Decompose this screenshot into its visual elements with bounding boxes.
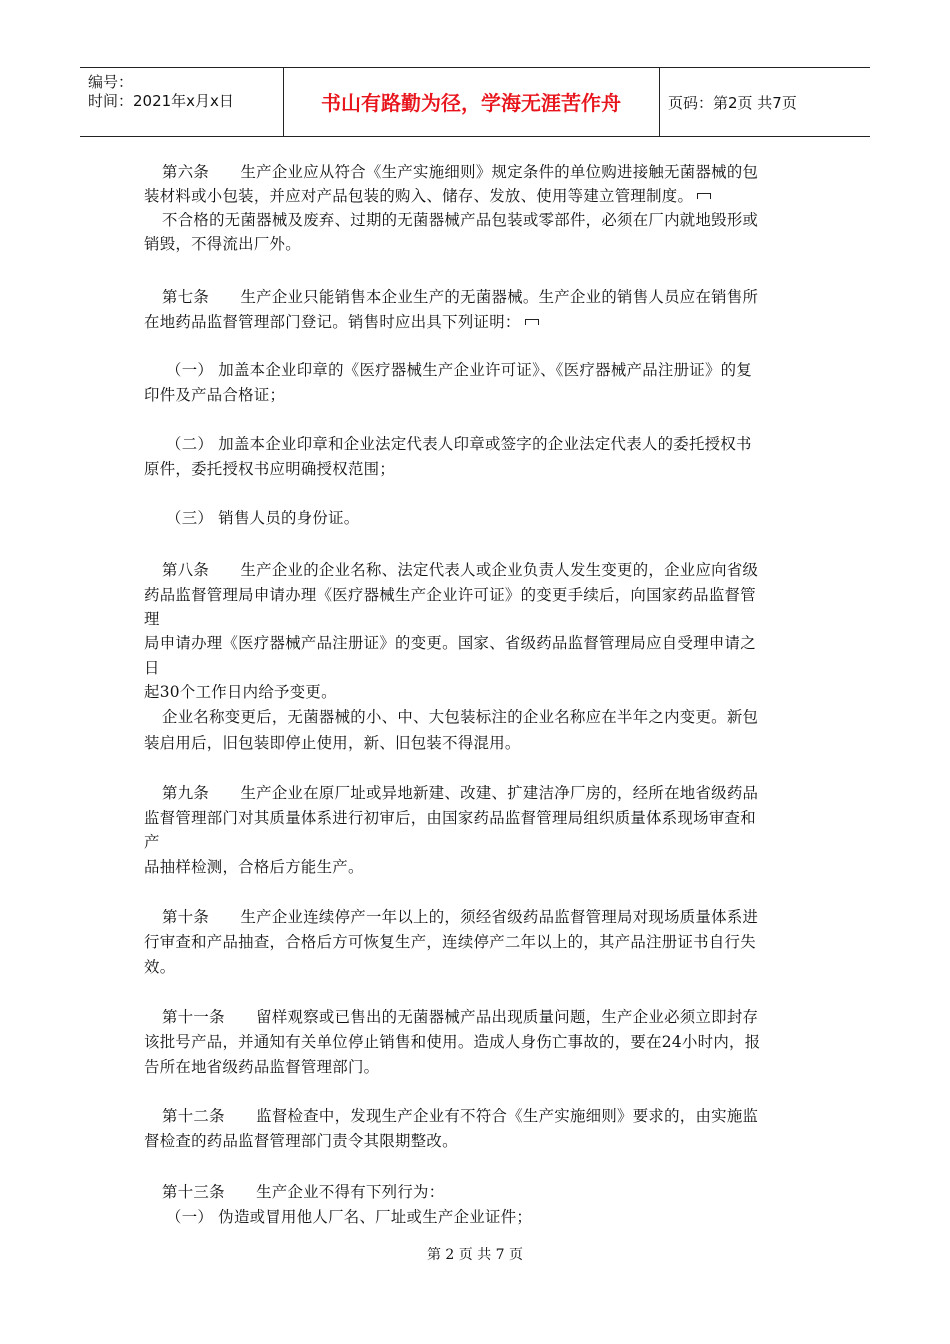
header-page-cell	[660, 68, 870, 136]
text-line: （一） 加盖本企业印章的《医疗器械生产企业许可证》、《医疗器械产品注册证》的复	[166, 361, 753, 379]
text-line: 理	[144, 610, 160, 628]
text-line: 第十一条 留样观察或已售出的无菌器械产品出现质量问题，生产企业必须立即封存	[162, 1008, 759, 1026]
text-line: 不合格的无菌器械及废弃、过期的无菌器械产品包装或零部件，必须在厂内就地毁形或	[162, 211, 759, 229]
text-line: 局申请办理《医疗器械产品注册证》的变更。国家、省级药品监督管理局应自受理申请之	[144, 634, 756, 652]
text-line: 日	[144, 659, 160, 677]
text-line: 第十二条 监督检查中，发现生产企业有不符合《生产实施细则》要求的，由实施监	[162, 1107, 759, 1125]
text-line: 第七条 生产企业只能销售本企业生产的无菌器械。生产企业的销售人员应在销售所	[162, 288, 759, 306]
document-number-label: 编号：	[88, 73, 134, 91]
text-line: 装启用后，旧包装即停止使用，新、旧包装不得混用。	[144, 734, 521, 752]
text-line: 行审查和产品抽查，合格后方可恢复生产，连续停产二年以上的，其产品注册证书自行失	[144, 933, 756, 951]
header-page-info: 页码：第2页 共7页	[668, 94, 797, 112]
text-line: 效。	[144, 958, 176, 976]
text-line: 第八条 生产企业的企业名称、法定代表人或企业负责人发生变更的，企业应向省级	[162, 561, 759, 579]
text-line: （三） 销售人员的身份证。	[166, 509, 360, 527]
text-line: 第十条 生产企业连续停产一年以上的，须经省级药品监督管理局对现场质量体系进	[162, 908, 759, 926]
page-footer: 第 2 页 共 7 页	[426, 1247, 524, 1263]
text-line: 督检查的药品监督管理部门责令其限期整改。	[144, 1132, 458, 1150]
header-motto: 书山有路勤为径，学海无涯苦作舟	[321, 91, 621, 115]
text-line: 该批号产品，并通知有关单位停止销售和使用。造成人身伤亡事故的，要在24小时内，报	[144, 1033, 761, 1051]
text-line: 监督管理部门对其质量体系进行初审后，由国家药品监督管理局组织质量体系现场审查和	[144, 809, 756, 827]
header-motto-cell	[283, 68, 660, 136]
text-line: 品抽样检测，合格后方能生产。	[144, 858, 364, 876]
text-line: 原件，委托授权书应明确授权范围；	[144, 460, 396, 478]
text-line: 告所在地省级药品监督管理部门。	[144, 1058, 380, 1076]
text-line: 装材料或小包装，并应对产品包装的购入、储存、发放、使用等建立管理制度。	[144, 186, 711, 206]
edit-mark	[525, 319, 539, 325]
text-line: 印件及产品合格证；	[144, 386, 286, 404]
header-meta-cell	[80, 68, 284, 136]
text-line: 第十三条 生产企业不得有下列行为：	[162, 1183, 445, 1201]
page-header	[80, 67, 870, 137]
text-line: 企业名称变更后，无菌器械的小、中、大包装标注的企业名称应在半年之内变更。新包	[162, 708, 759, 726]
text-line: （二） 加盖本企业印章和企业法定代表人印章或签字的企业法定代表人的委托授权书	[166, 435, 752, 453]
text-line: 第六条 生产企业应从符合《生产实施细则》规定条件的单位购进接触无菌器械的包	[162, 163, 759, 181]
text-line: 药品监督管理局申请办理《医疗器械生产企业许可证》的变更手续后，向国家药品监督管	[144, 586, 756, 604]
text-line: 在地药品监督管理部门登记。销售时应出具下列证明：	[144, 312, 539, 332]
text-line: 产	[144, 833, 160, 851]
edit-mark	[697, 193, 711, 199]
text-line: 销毁，不得流出厂外。	[144, 235, 301, 253]
text-line: 起30个工作日内给予变更。	[144, 683, 337, 701]
text-line: 第九条 生产企业在原厂址或异地新建、改建、扩建洁净厂房的，经所在地省级药品	[162, 784, 759, 802]
document-time-label: 时间：2021年x月x日	[88, 92, 234, 110]
text-line: （一） 伪造或冒用他人厂名、厂址或生产企业证件；	[166, 1208, 533, 1226]
